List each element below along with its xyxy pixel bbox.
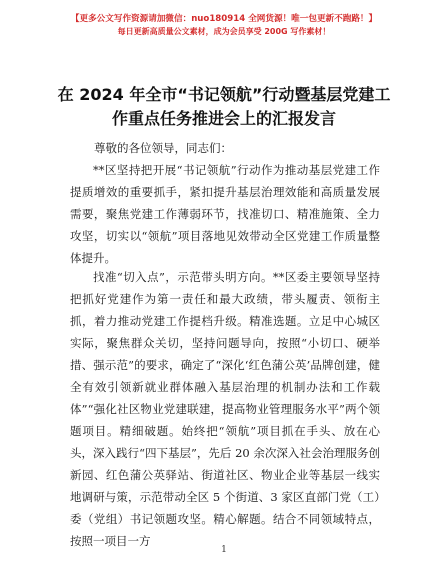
body-paragraph-2: 找准“切入点”，示范带头明方向。**区委主要领导坚持把抓好党建作为第一责任和最大政绩，带头履责、领衔主抓，着力推动党建工作提档升级。精准选题。立足中心城区实际，聚焦群众关切，坚持问题导向，按照“小切口、硬举措、强示范”的要求，确定了“深化‘红色蒲公英’品牌创建，健全有效引领新就业群体融入基层治理的机制办法和工作载体”“强化社区物业党建联建，提高物业管理服务水平”两个领题项目。精细破题。始终把“领航”项目抓在手头、放在心头，深入践行“四下基层”，先后 20 余次深入社会治理服务创新园、红色蒲公英驿站、街道社区、物业企业等基层一线实地调研与策，示范带动全区 5 个街道、3 家区直部门党（工）委（党组）书记领题攻坚。精心解题。结合不同领域特点，按照一项目一方: [70, 270, 380, 548]
promo-banner-line-2: 每日更新高质量公文素材，成为会员享受 200G 写作素材！: [117, 27, 331, 36]
promo-banner-line-1: 【更多公文写作资源请加微信：nuo180914 全网货源！唯一包更新不跑路！】: [70, 14, 378, 24]
salutation: 尊敬的各位领导，同志们：: [94, 141, 232, 155]
page-number: 1: [221, 545, 227, 555]
body-paragraph-1: **区坚持把开展“书记领航”行动作为推动基层党建工作提质增效的重要抓手，紧扣提升基层治理效能和高质量发展需要，聚焦党建工作薄弱环节，找准切口、精准施策、全力攻坚，切实以“领航”项目落地见效带动全区党建工作质量整体提升。: [70, 163, 380, 265]
document-title-line-2: 作重点任务推进会上的汇报发言: [111, 109, 336, 128]
document-title-line-1: 在 2024 年全市“书记领航”行动暨基层党建工: [57, 85, 391, 104]
